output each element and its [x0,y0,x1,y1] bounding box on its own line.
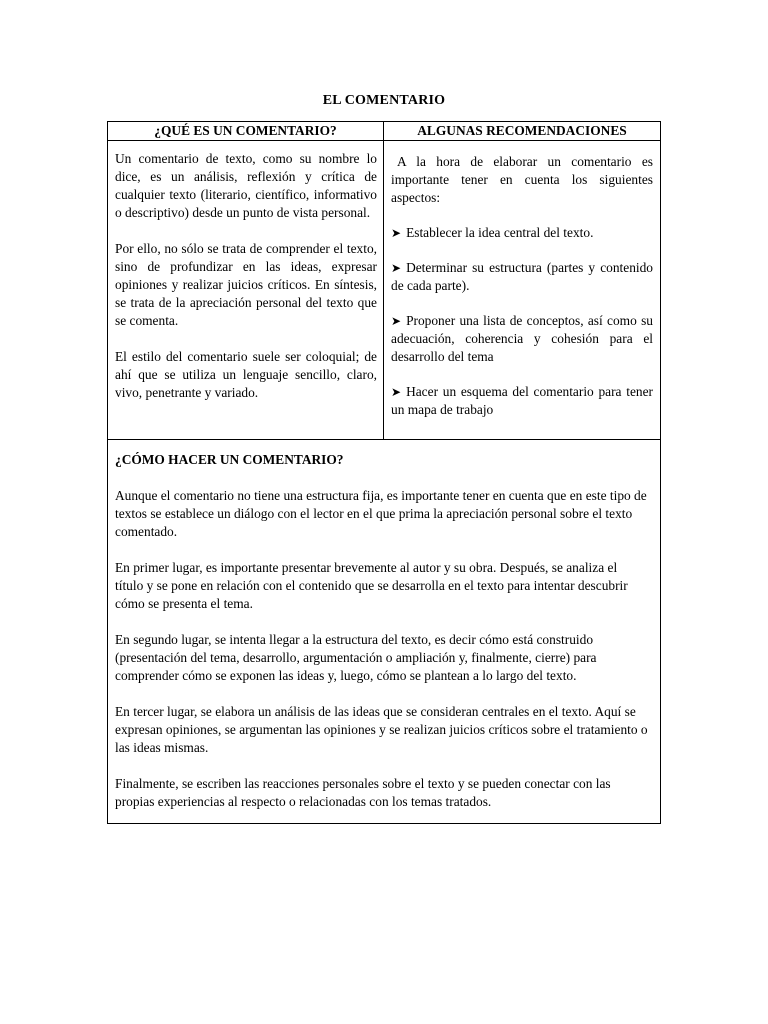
how-to-paragraph: En tercer lugar, se elabora un análisis de las ideas que se consideran centrales en el texto. Aquí se expresan opiniones, se argumentan las opiniones y se realizan juicios críticos sobre el tratamiento o las ideas mismas. [115,704,648,755]
content-table [107,121,661,824]
purpose-paragraph: Por ello, no sólo se trata de comprender el texto, sino de profundizar en las ideas, expresar opiniones y realizar juicios críticos. En síntesis, se trata de la apreciación personal del texto que se comenta. [115,241,377,328]
left-column-header: ¿QUÉ ES UN COMENTARIO? [108,122,383,141]
document-title: EL COMENTARIO [322,93,446,108]
how-to-section [108,440,660,823]
how-to-paragraph: Aunque el comentario no tiene una estructura fija, es importante tener en cuenta que en este tipo de textos se establece un diálogo con el lector en el que prima la apreciación personal sobre el texto comentado. [115,488,647,539]
recommendation-item [391,224,653,242]
how-to-paragraph: En segundo lugar, se intenta llegar a la estructura del texto, es decir cómo está construido (presentación del tema, desarrollo, argumentación o ampliación y, finalmente, cierre) para comprender cómo se exponen las ideas y, luego, cómo se plantean a lo largo del texto. [115,632,597,683]
left-column [108,122,384,439]
recommendation-text: Hacer un esquema del comentario para tener un mapa de trabajo [391,384,653,417]
arrow-bullet-icon: ➤ [391,261,402,275]
right-column [384,122,660,439]
recommendation-item [391,312,653,366]
recommendation-text: Establecer la idea central del texto. [406,225,594,240]
recommendation-item [391,383,653,419]
table-top-row [108,122,660,440]
right-column-body [384,141,660,439]
how-to-paragraph: En primer lugar, es importante presentar brevemente al autor y su obra. Después, se analiza el título y se pone en relación con el contenido que se desarrolla en el texto para intentar descubrir cómo se presenta el tema. [115,560,628,611]
arrow-bullet-icon: ➤ [391,314,402,328]
style-paragraph: El estilo del comentario suele ser coloquial; de ahí que se utiliza un lenguaje sencillo, claro, vivo, penetrante y variado. [115,349,377,400]
how-to-header: ¿CÓMO HACER UN COMENTARIO? [115,452,344,467]
left-column-body [108,141,383,422]
recommendations-intro: A la hora de elaborar un comentario es importante tener en cuenta los siguientes aspectos: [391,154,653,205]
right-column-header: ALGUNAS RECOMENDACIONES [384,122,660,141]
recommendation-item [391,259,653,295]
recommendation-text: Determinar su estructura (partes y contenido de cada parte). [391,260,653,293]
recommendation-text: Proponer una lista de conceptos, así como su adecuación, coherencia y cohesión para el desarrollo del tema [391,313,653,364]
how-to-paragraph: Finalmente, se escriben las reacciones personales sobre el texto y se pueden conectar con las propias experiencias al respecto o relacionadas con los temas tratados. [115,776,611,809]
arrow-bullet-icon: ➤ [391,385,402,399]
definition-paragraph: Un comentario de texto, como su nombre lo dice, es un análisis, reflexión y crítica de cualquier texto (literario, científico, informativo o descriptivo) desde un punto de vista personal. [115,151,377,220]
arrow-bullet-icon: ➤ [391,226,402,240]
